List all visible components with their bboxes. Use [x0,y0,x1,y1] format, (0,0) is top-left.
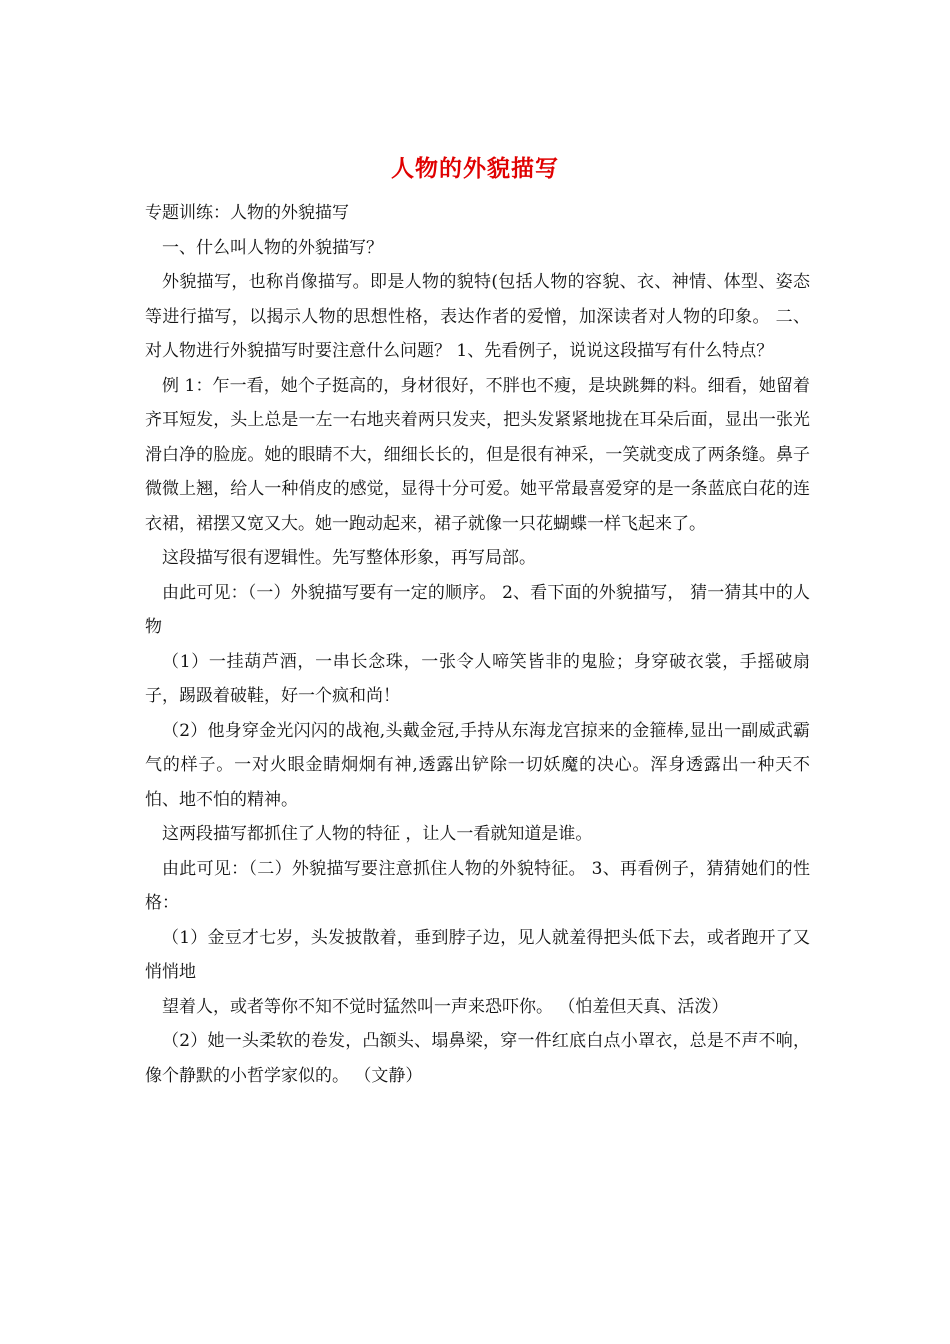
document-body [145,196,810,1093]
paragraph-comment-1: 这段描写很有逻辑性。先写整体形象，再写局部。 [162,548,536,568]
paragraph-example-3-1: （1）金豆才七岁，头发披散着，垂到脖子边，见人就羞得把头低下去，或者跑开了又悄悄地 [145,927,810,982]
paragraph-conclusion-1: 由此可见：（一）外貌描写要有一定的顺序。 2、看下面的外貌描写， 猜一猜其中的人物 [145,582,810,637]
document-title: 人物的外貌描写 [391,155,559,182]
paragraph-definition: 外貌描写，也称肖像描写。即是人物的貌特(包括人物的容貌、衣、神情、体型、姿态等进行描写，以揭示人物的思想性格，表达作者的爱憎，加深读者对人物的印象。 二、对人物进行外貌描写时要注意什么问题？ 1、先看例子，说说这段描写有什么特点？ [145,272,810,361]
paragraph-comment-2: 这两段描写都抓住了人物的特征 ，让人一看就知道是谁。 [162,824,593,844]
paragraph-section-heading: 一、什么叫人物的外貌描写？ [162,237,383,258]
paragraph-example-3-2: （2）她一头柔软的卷发，凸额头、塌鼻梁，穿一件红底白点小罩衣，总是不声不响，像个静默的小哲学家似的。 （文静） [145,1031,810,1086]
paragraph-example-3-1-continued: 望着人，或者等你不知不觉时猛然叫一声来恐吓你。 （怕羞但天真、活泼） [162,996,729,1017]
paragraph-example-2-2: （2）他身穿金光闪闪的战袍,头戴金冠,手持从东海龙宫掠来的金箍棒,显出一副威武霸气的样子。一对火眼金睛炯炯有神,透露出铲除一切妖魔的决心。浑身透露出一种天不怕、地不怕的精神。 [145,720,810,810]
paragraph-example-1: 例 1：乍一看，她个子挺高的，身材很好，不胖也不瘦，是块跳舞的料。细看，她留着齐耳短发，头上总是一左一右地夹着两只发夹，把头发紧紧地拢在耳朵后面，显出一张光滑白净的脸庞。她的眼睛不大，细细长长的，但是很有神采，一笑就变成了两条缝。鼻子微微上翘，给人一种俏皮的感觉，显得十分可爱。她平常最喜爱穿的是一条蓝底白花的连衣裙，裙摆又宽又大。她一跑动起来，裙子就像一只花蝴蝶一样飞起来了。 [145,375,810,534]
paragraph-subtitle: 专题训练：人物的外貌描写 [145,203,349,223]
paragraph-example-2-1: （1）一挂葫芦酒，一串长念珠，一张令人啼笑皆非的鬼脸；身穿破衣裳，手摇破扇子，踢趿着破鞋，好一个疯和尚！ [145,651,810,706]
paragraph-conclusion-2: 由此可见：（二）外貌描写要注意抓住人物的外貌特征。 3、再看例子，猜猜她们的性格： [145,858,810,913]
